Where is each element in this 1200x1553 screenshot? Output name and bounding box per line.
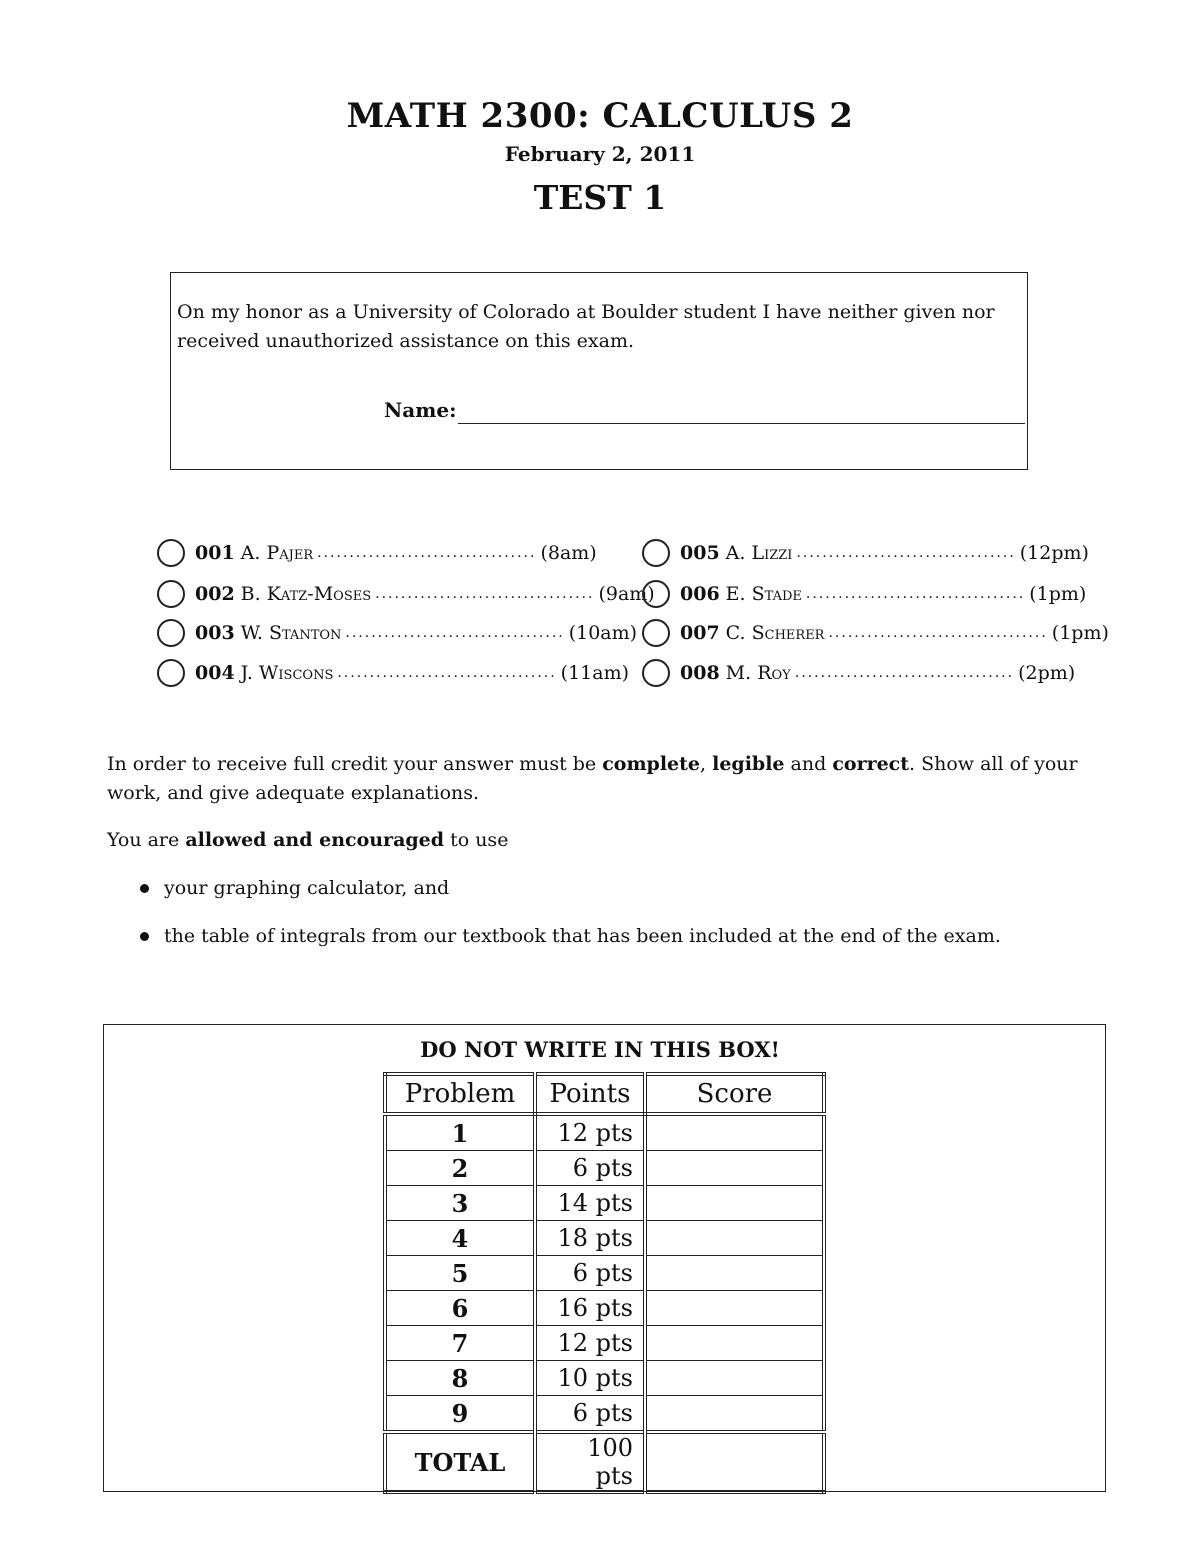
score-cell [645,1326,824,1361]
instr-emphasis: legible [712,753,785,775]
leader-dots: .................................. [794,665,1015,681]
section-number: 004 [195,662,235,684]
section-radio-circle[interactable] [642,580,670,608]
section-time: (1pm) [1029,583,1087,605]
instructor-name: M. Roy [725,662,791,684]
bullet-text: the table of integrals from our textbook that has been included at the end of the exam. [164,925,1001,947]
instr-text: In order to receive full credit your answer must be [107,753,603,775]
leader-dots: .................................. [796,545,1016,561]
table-row [385,1256,824,1291]
test-title: TEST 1 [533,178,667,217]
section-option-001[interactable] [157,535,597,571]
problem-number: 8 [385,1361,535,1396]
instr-emphasis: correct [832,753,910,775]
header-problem: Problem [385,1074,535,1114]
instructor-name: A. Pajer [240,542,314,564]
score-cell [645,1361,824,1396]
section-option-002[interactable] [157,576,655,612]
bullet-icon [140,884,149,893]
section-number: 001 [195,542,235,564]
total-score-cell [645,1432,824,1492]
total-label: TOTAL [385,1432,535,1492]
section-radio-circle[interactable] [157,619,185,647]
table-row [385,1396,824,1433]
section-radio-circle[interactable] [157,580,185,608]
credit-instructions [107,750,1097,808]
score-cell [645,1151,824,1186]
score-cell [645,1186,824,1221]
section-radio-circle[interactable] [157,539,185,567]
section-number: 002 [195,583,235,605]
problem-points: 12 pts [535,1326,645,1361]
problem-number: 7 [385,1326,535,1361]
score-table [383,1072,826,1494]
table-row [385,1221,824,1256]
instructor-name: W. Stanton [240,622,342,644]
problem-number: 3 [385,1186,535,1221]
header-score: Score [645,1074,824,1114]
problem-points: 12 pts [535,1114,645,1151]
section-radio-circle[interactable] [642,659,670,687]
problem-points: 6 pts [535,1151,645,1186]
leader-dots: .................................. [828,625,1048,641]
table-row [385,1326,824,1361]
table-row [385,1114,824,1151]
section-time: (10am) [568,622,638,644]
name-input-line[interactable] [458,423,1025,424]
instr-emphasis: complete [602,753,701,775]
leader-dots: .................................. [805,586,1026,602]
name-label: Name: [384,398,457,422]
exam-date: February 2, 2011 [504,142,696,166]
problem-number: 5 [385,1256,535,1291]
problem-number: 9 [385,1396,535,1433]
score-cell [645,1114,824,1151]
score-box-title: DO NOT WRITE IN THIS BOX! [420,1037,780,1062]
section-time: (1pm) [1051,622,1109,644]
table-header-row [385,1074,824,1114]
honor-statement: On my honor as a University of Colorado at Boulder student I have neither given nor received unauthorized assistance on this exam. [177,301,995,352]
section-number: 007 [680,622,720,644]
section-time: (2pm) [1018,662,1076,684]
section-option-008[interactable] [642,655,1076,691]
section-option-006[interactable] [642,576,1087,612]
score-cell [645,1291,824,1326]
instr-text: and [784,753,833,775]
course-title: MATH 2300: CALCULUS 2 [346,96,854,136]
table-row [385,1361,824,1396]
score-cell [645,1256,824,1291]
problem-points: 6 pts [535,1256,645,1291]
section-time: (12pm) [1019,542,1089,564]
bullet-item [140,877,449,899]
instr-text: You are [107,829,186,851]
section-option-004[interactable] [157,655,630,691]
instructor-name: E. Stade [725,583,802,605]
leader-dots: .................................. [375,586,595,602]
section-number: 003 [195,622,235,644]
allowed-materials-intro [107,829,508,851]
instr-text: to use [444,829,509,851]
problem-number: 2 [385,1151,535,1186]
instructor-name: C. Scherer [725,622,825,644]
problem-number: 4 [385,1221,535,1256]
total-points: 100 pts [535,1432,645,1492]
problem-points: 6 pts [535,1396,645,1433]
section-time: (8am) [540,542,597,564]
score-cell [645,1221,824,1256]
problem-points: 10 pts [535,1361,645,1396]
section-radio-circle[interactable] [642,539,670,567]
bullet-text: your graphing calculator, and [164,877,450,899]
problem-points: 14 pts [535,1186,645,1221]
bullet-item [140,925,1001,947]
problem-points: 18 pts [535,1221,645,1256]
problem-number: 1 [385,1114,535,1151]
instr-text: . Show all of your work, and give adequate explanations. [107,753,1078,804]
total-row [385,1432,824,1492]
section-radio-circle[interactable] [157,659,185,687]
section-time: (11am) [560,662,630,684]
header-points: Points [535,1074,645,1114]
leader-dots: .................................. [337,665,557,681]
table-row [385,1151,824,1186]
section-radio-circle[interactable] [642,619,670,647]
section-option-007[interactable] [642,615,1109,651]
section-time: (9am) [598,583,655,605]
section-option-003[interactable] [157,615,638,651]
problem-number: 6 [385,1291,535,1326]
leader-dots: .................................. [317,545,537,561]
instructor-name: B. Katz-Moses [240,583,372,605]
instructor-name: J. Wiscons [240,662,334,684]
instructor-name: A. Lizzi [725,542,793,564]
section-option-005[interactable] [642,535,1089,571]
section-number: 008 [680,662,720,684]
section-number: 005 [680,542,720,564]
table-row [385,1291,824,1326]
table-row [385,1186,824,1221]
instr-text: , [700,753,713,775]
leader-dots: .................................. [345,625,565,641]
score-cell [645,1396,824,1433]
problem-points: 16 pts [535,1291,645,1326]
bullet-icon [140,932,149,941]
instr-emphasis: allowed and encouraged [185,829,445,851]
section-number: 006 [680,583,720,605]
